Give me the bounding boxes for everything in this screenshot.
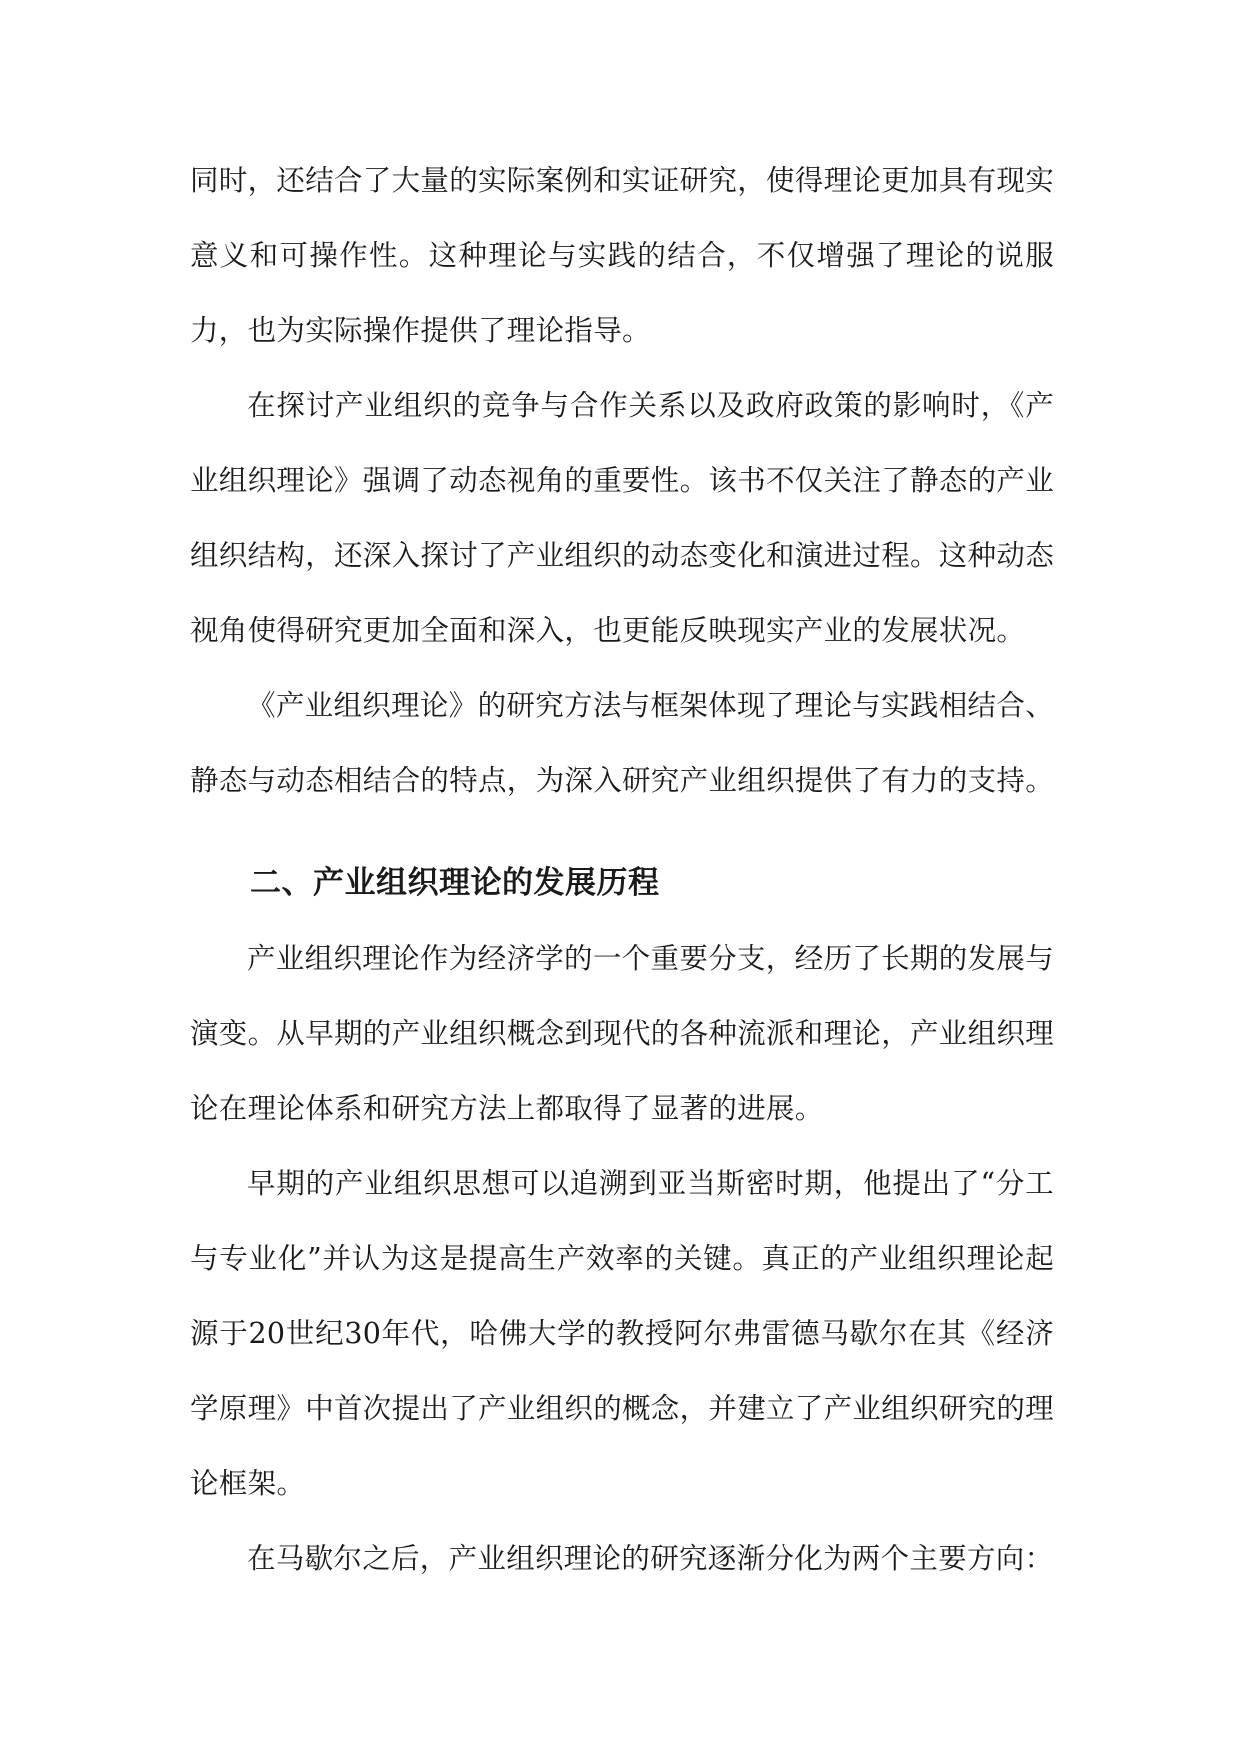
paragraph-theory-overview: 产业组织理论作为经济学的一个重要分支，经历了长期的发展与演变。从早期的产业组织概念到现代的各种流派和理论，产业组织理论在理论体系和研究方法上都取得了显著的进展。: [190, 942, 1055, 1125]
section-spacer: [190, 818, 1054, 846]
document-body: [190, 143, 1054, 1596]
paragraph-early-history: 早期的产业组织思想可以追溯到亚当斯密时期，他提出了“分工与专业化”并认为这是提高生产效率的关键。真正的产业组织理论起源于20世纪30年代，哈佛大学的教授阿尔弗雷德马歇尔在其《经济学原理》中首次提出了产业组织的概念，并建立了产业组织研究的理论框架。: [190, 1167, 1055, 1500]
section-heading: 二、产业组织理论的发展历程: [250, 865, 660, 901]
paragraph-method-summary: 《产业组织理论》的研究方法与框架体现了理论与实践相结合、静态与动态相结合的特点，为深入研究产业组织提供了有力的支持。: [190, 689, 1055, 797]
paragraph-after-marshall: 在马歇尔之后，产业组织理论的研究逐渐分化为两个主要方向：: [247, 1542, 1054, 1575]
paragraph-dynamic-perspective: 在探讨产业组织的竞争与合作关系以及政府政策的影响时，《产业组织理论》强调了动态视角的重要性。该书不仅关注了静态的产业组织结构，还深入探讨了产业组织的动态变化和演进过程。这种动态视角使得研究更加全面和深入，也更能反映现实产业的发展状况。: [190, 389, 1055, 647]
paragraph-continuation: 同时，还结合了大量的实际案例和实证研究，使得理论更加具有现实意义和可操作性。这种理论与实践的结合，不仅增强了理论的说服力，也为实际操作提供了理论指导。: [190, 164, 1055, 347]
